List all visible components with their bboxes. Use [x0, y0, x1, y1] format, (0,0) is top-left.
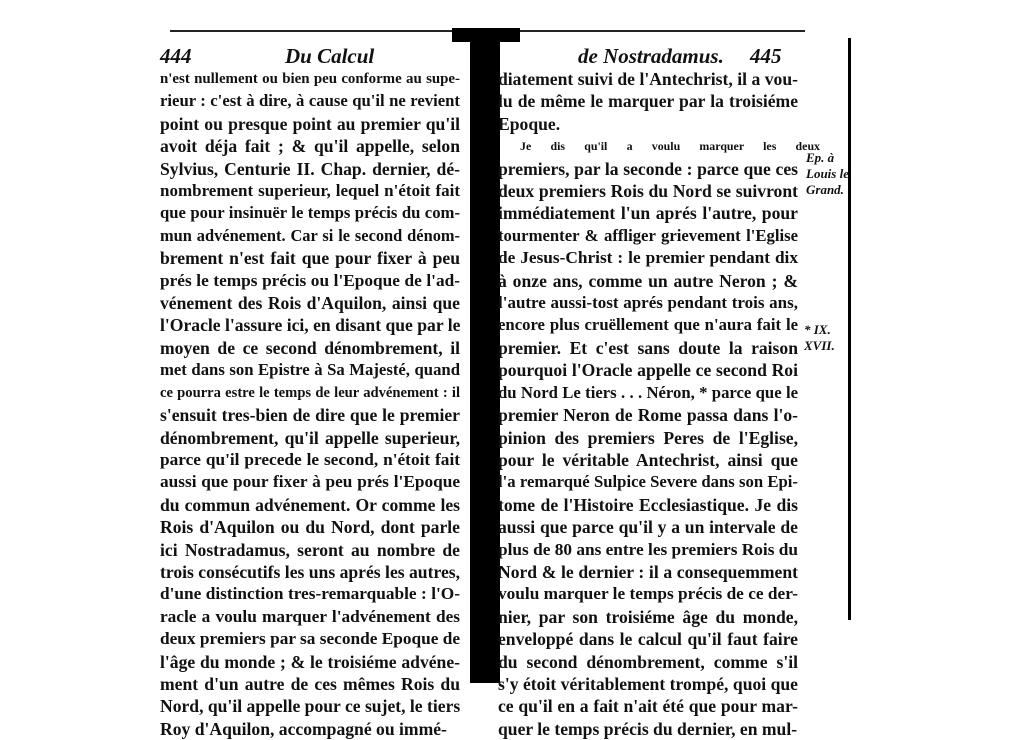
text-line: parce qu'il precede le second, n'étoit fait — [160, 449, 460, 469]
margin-note-line: XVII. — [804, 338, 835, 353]
text-line: ici Nostradamus, seront au nombre de — [160, 539, 460, 560]
text-line: d'une distinction tres-remarquable : l'O- — [160, 584, 460, 604]
text-line: s'ensuit tres-bien de dire que le premier — [160, 405, 460, 426]
text-line: Sylvius, Centurie II. Chap. dernier, dé- — [160, 158, 460, 179]
text-line: nombrement superieur, lequel n'étoit fait — [160, 181, 460, 201]
right-page-number: 445 — [750, 44, 782, 68]
text-line: avoit déja fait ; & qu'il appelle, selon — [160, 136, 460, 157]
book-spine — [470, 28, 500, 683]
margin-note-line: Grand. — [806, 182, 844, 197]
text-line: met dans son Epistre à Sa Majesté, quand — [160, 360, 460, 380]
margin-note-line: * IX. — [804, 322, 831, 337]
text-line: l'a remarqué Sulpice Severe dans son Epi- — [498, 472, 798, 492]
text-line: Nord, qu'il appelle pour ce sujet, le tiers — [160, 696, 461, 717]
text-line: aussi que parce qu'il y a un intervale de — [498, 517, 798, 538]
left-page-text — [160, 68, 460, 740]
text-line: du second dénombrement, comme s'il — [498, 651, 798, 672]
text-line: pour le véritable Antechrist, ainsi que — [498, 449, 798, 470]
text-line: diatement suivi de l'Antechrist, il a vou- — [498, 69, 798, 89]
text-line: prés le temps précis ou l'Epoque de l'ad- — [160, 270, 460, 290]
text-line: n'est nullement ou bien peu conforme au supe- — [160, 71, 460, 87]
text-line: plus de 80 ans entre les premiers Rois du — [498, 539, 798, 559]
text-line: trois consécutifs les uns aprés les autres, — [160, 561, 460, 582]
text-line: brement n'est fait que pour fixer à peu — [160, 248, 460, 269]
text-line: du commun advénement. Or comme les — [160, 494, 460, 515]
text-line: premiers, par la seconde : parce que ces — [498, 158, 798, 179]
text-line: pinion des premiers Peres de l'Eglise, — [498, 427, 798, 448]
text-line: immédiatement l'un aprés l'autre, pour — [498, 203, 798, 224]
margin-note-line: Ep. à — [806, 150, 835, 165]
text-line: quer le temps précis du dernier, en mul- — [498, 718, 798, 739]
text-line: rieur : c'est à dire, à cause qu'il ne revient — [160, 91, 460, 111]
text-line: à onze ans, comme un autre Neron ; & — [498, 270, 798, 291]
text-line: tourmenter & affliger grievement l'Eglise — [498, 225, 798, 245]
text-line: voulu marquer le temps précis de ce der- — [498, 584, 798, 604]
text-line: s'y étoit véritablement trompé, quoi que — [498, 673, 798, 694]
text-line: de Jesus-Christ : le premier pendant dix — [498, 248, 798, 268]
text-line: nier, par son troisiéme âge du monde, — [498, 606, 798, 627]
text-line: pourquoi l'Oracle appelle ce second Roi — [498, 360, 798, 381]
text-line: encore plus cruëllement que n'aura fait le — [498, 315, 798, 335]
text-line: Nord & le dernier : il a consequemment — [498, 561, 798, 582]
text-line: que pour insinuër le temps précis du com- — [160, 203, 460, 223]
text-line: ment d'un autre de ces mêmes Rois du — [160, 673, 460, 694]
text-line: dénombrement, qu'il appelle superieur, — [160, 427, 460, 448]
margin-note-reference — [804, 322, 835, 354]
text-line: tome de l'Histoire Ecclesiastique. Je dis — [498, 494, 798, 515]
text-line: lu de même le marquer par la troisiéme — [498, 91, 798, 112]
text-line: du Nord Le tiers . . . Néron, * parce que le — [498, 382, 798, 402]
text-line: vénement des Rois d'Aquilon, ainsi que — [160, 293, 460, 314]
text-line: ce qu'il en a fait n'ait été que pour mar- — [498, 696, 798, 717]
text-line: racle a voulu marquer l'advénement des — [160, 606, 460, 626]
text-line: Rois d'Aquilon ou du Nord, dont parle — [160, 517, 460, 538]
text-line: Je dis qu'il a voulu marquer les deux — [520, 139, 820, 154]
text-line: deux premiers par sa seconde Epoque de — [160, 629, 460, 649]
left-page — [160, 44, 460, 740]
page-right-edge — [848, 38, 851, 620]
right-running-head — [498, 44, 798, 68]
right-running-title: de Nostradamus. — [578, 44, 724, 68]
text-line: Roy d'Aquilon, accompagné ou immé- — [160, 718, 447, 739]
text-line: l'Oracle l'assure ici, en disant que par le — [160, 315, 461, 336]
text-line: aussi que pour fixer à peu prés l'Epoque — [160, 472, 460, 492]
margin-note-line: Louis le — [806, 166, 849, 181]
text-line: l'âge du monde ; & le troisiéme advéne- — [160, 651, 460, 672]
page-top-edge-left — [170, 30, 460, 32]
page-top-edge-right — [505, 30, 805, 32]
text-line: premier. Et c'est sans doute la raison — [498, 337, 798, 358]
text-line: Epoque. — [498, 113, 561, 134]
text-line: deux premiers Rois du Nord se suivront — [498, 181, 798, 202]
left-running-title: Du Calcul — [285, 44, 375, 68]
text-line: l'autre aussi-tost aprés pendant trois ans, — [498, 293, 798, 313]
margin-note-dedication — [806, 150, 849, 198]
text-line: point ou presque point au premier qu'il — [160, 113, 460, 134]
left-page-number: 444 — [160, 44, 192, 68]
left-running-head — [160, 44, 460, 68]
text-line: mun advénement. Car si le second dénom- — [160, 225, 460, 245]
text-line: moyen de ce second dénombrement, il — [160, 337, 460, 358]
text-line: premier Neron de Rome passa dans l'o- — [498, 405, 798, 426]
text-line: ce pourra estre le temps de leur advénement : il — [160, 384, 460, 401]
text-line: enveloppé dans le calcul qu'il faut faire — [498, 629, 798, 650]
